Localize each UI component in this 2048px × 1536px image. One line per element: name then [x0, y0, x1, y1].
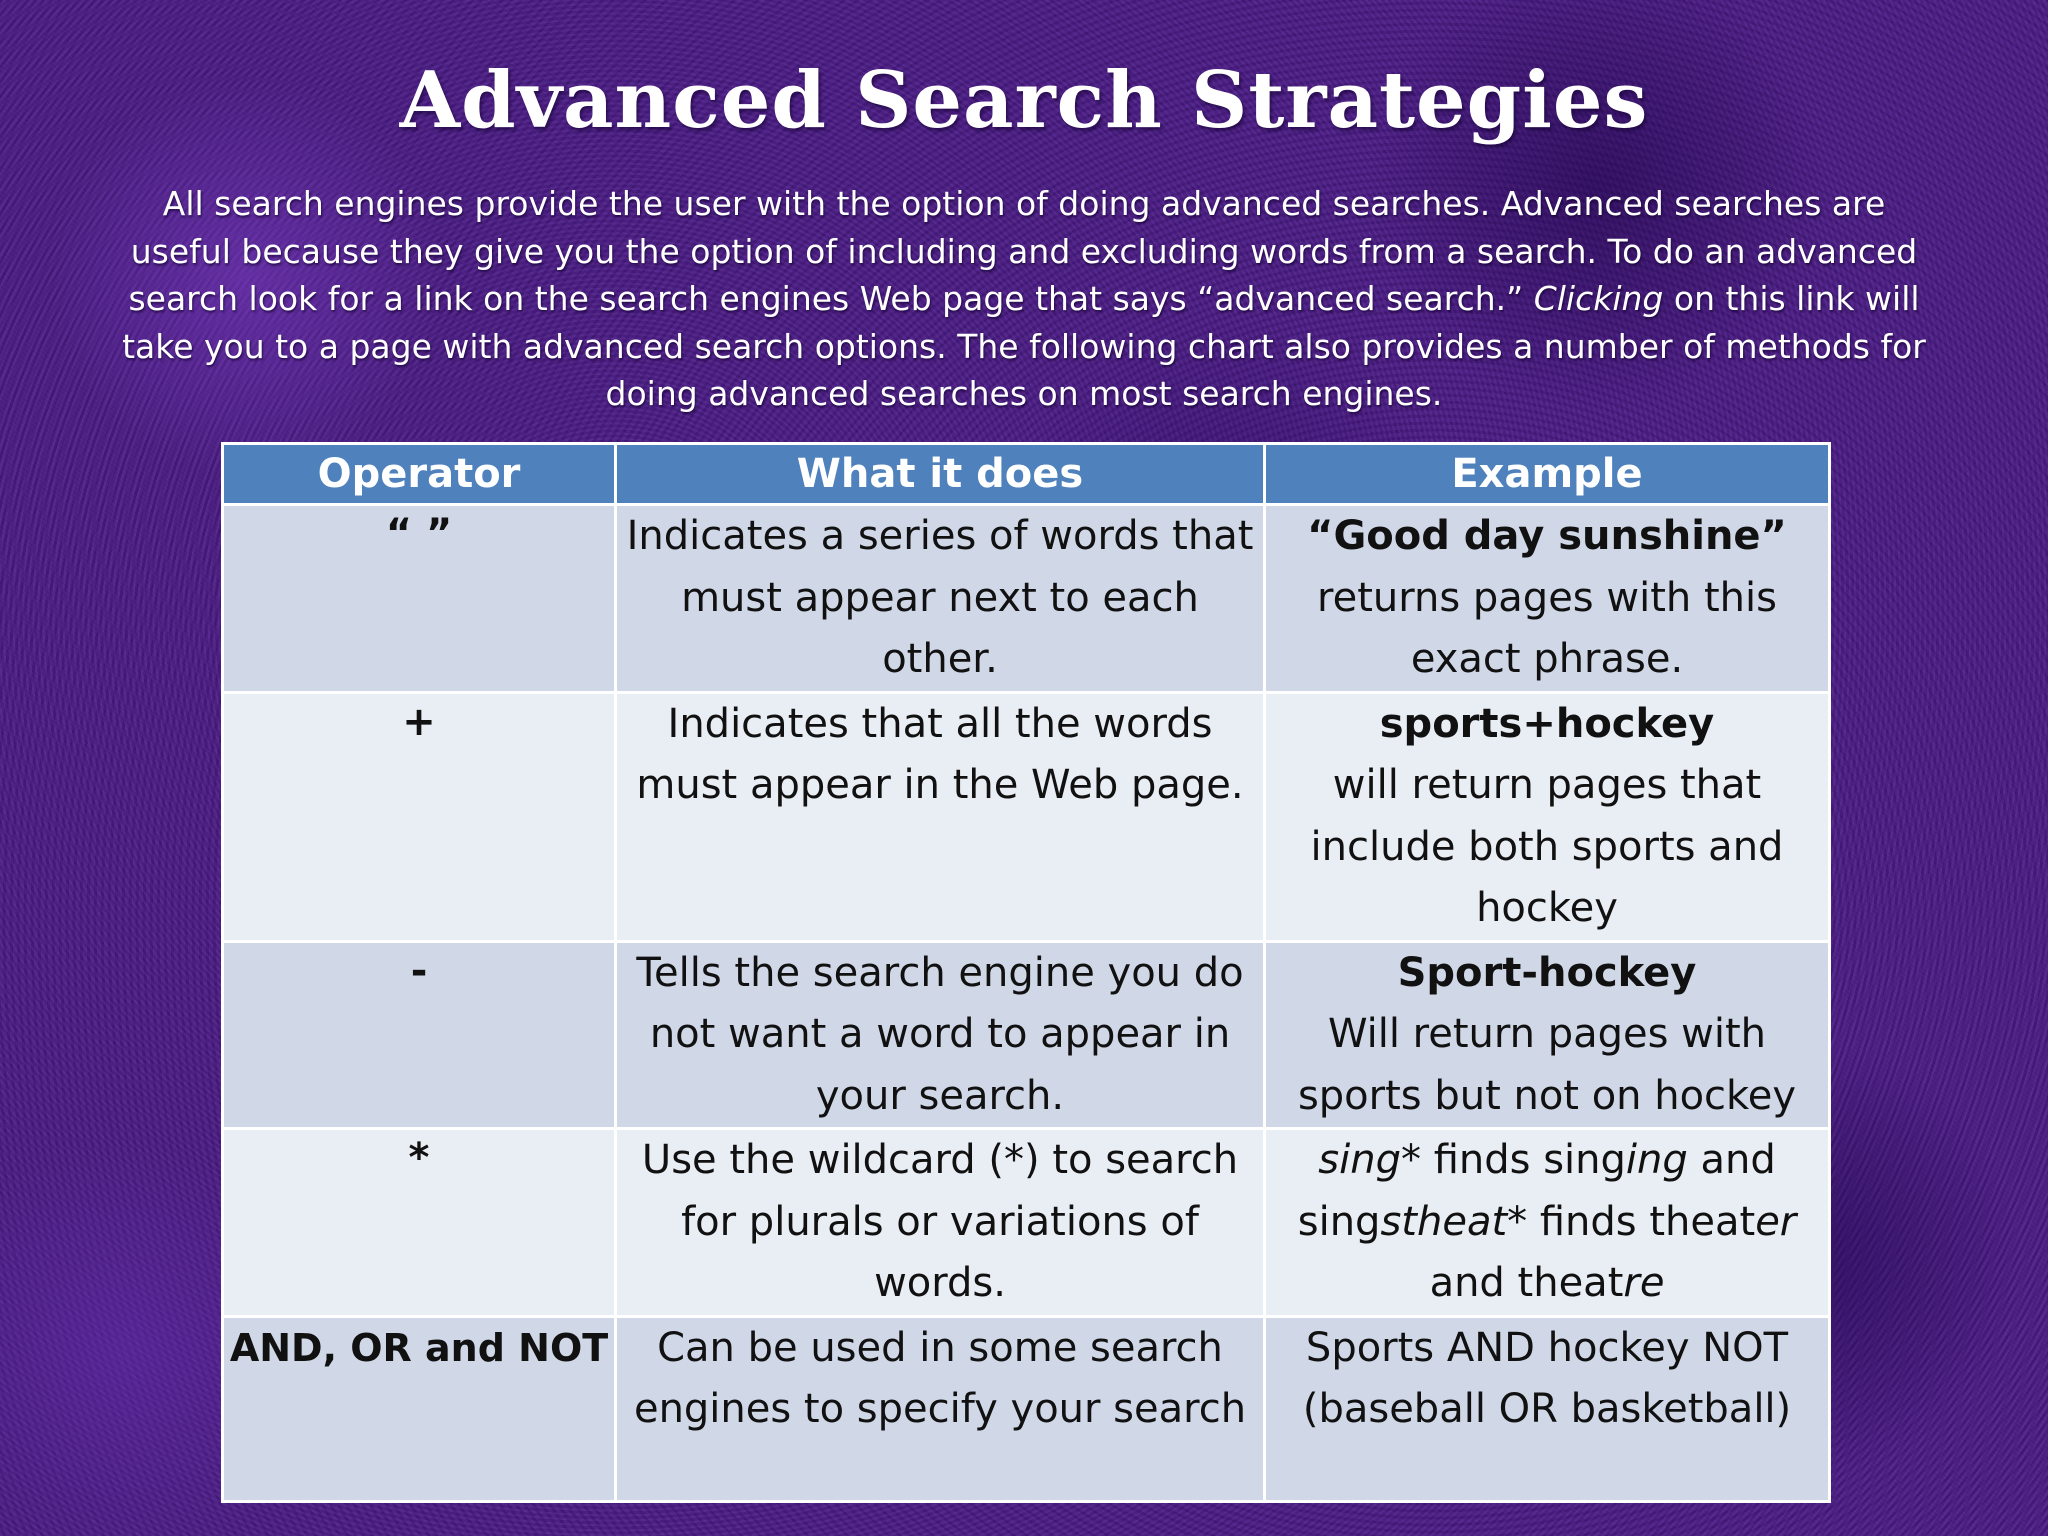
table-row [223, 1129, 1830, 1317]
example-fragment: finds theat [1527, 1198, 1756, 1245]
table-row [223, 1316, 1830, 1501]
table-row [223, 692, 1830, 941]
intro-text-part2: on this link will take you to a page with advanced search options. The following chart also provides a number of methods for doing advanced searches on most search engines. [122, 279, 1926, 413]
table-header-row [223, 444, 1830, 505]
operator-cell: - [223, 941, 616, 1129]
example-fragment: sing* [1318, 1137, 1421, 1183]
operator-cell: “ ” [223, 505, 616, 693]
example-fragment: stheat* [1380, 1198, 1528, 1245]
description-cell: Indicates a series of words that must appear next to each other. [616, 505, 1265, 693]
description-cell: Use the wildcard (*) to search for plurals or variations of words. [616, 1129, 1265, 1317]
example-query: “Good day sunshine” [1307, 513, 1787, 559]
description-cell: Indicates that all the words must appear in the Web page. [616, 692, 1265, 941]
example-cell [1265, 692, 1830, 941]
operator-cell: * [223, 1129, 616, 1317]
example-fragment: er [1755, 1198, 1797, 1245]
example-cell: Sports AND hockey NOT (baseball OR basketball) [1265, 1316, 1830, 1501]
example-fragment: finds sing [1420, 1137, 1626, 1183]
operators-table [221, 442, 1831, 1503]
operator-cell: + [223, 692, 616, 941]
header-operator: Operator [223, 444, 616, 505]
slide-title: Advanced Search Strategies [399, 55, 1649, 146]
intro-paragraph [120, 180, 1928, 418]
example-fragment: and theat [1429, 1260, 1624, 1306]
example-query: Sport-hockey [1397, 949, 1697, 996]
description-cell: Tells the search engine you do not want a word to appear in your search. [616, 941, 1265, 1129]
example-fragment: and sing [1297, 1137, 1776, 1245]
description-cell: Can be used in some search engines to specify your search [616, 1316, 1265, 1501]
example-query: sports+hockey [1379, 700, 1715, 747]
example-explanation: returns pages with this exact phrase. [1317, 574, 1777, 682]
example-explanation: Will return pages with sports but not on hockey [1297, 1011, 1797, 1119]
example-cell [1265, 505, 1830, 693]
example-cell [1265, 941, 1830, 1129]
header-example: Example [1265, 444, 1830, 505]
intro-text-part1: All search engines provide the user with the option of doing advanced searches. Advanced searches are useful because they give you the option of including and excluding words from a search. To do an advanced search look for a link on the search engines Web page that says “advanced search.” [128, 184, 1918, 318]
intro-emphasis: Clicking [1533, 279, 1664, 318]
example-cell [1265, 1129, 1830, 1317]
example-fragment: ing [1625, 1137, 1688, 1183]
operator-cell: AND, OR and NOT [223, 1316, 616, 1501]
header-what-it-does: What it does [616, 444, 1265, 505]
table-row [223, 941, 1830, 1129]
table-row [223, 505, 1830, 693]
example-explanation: will return pages that include both sports and hockey [1310, 762, 1784, 931]
example-fragment: re [1623, 1260, 1665, 1306]
